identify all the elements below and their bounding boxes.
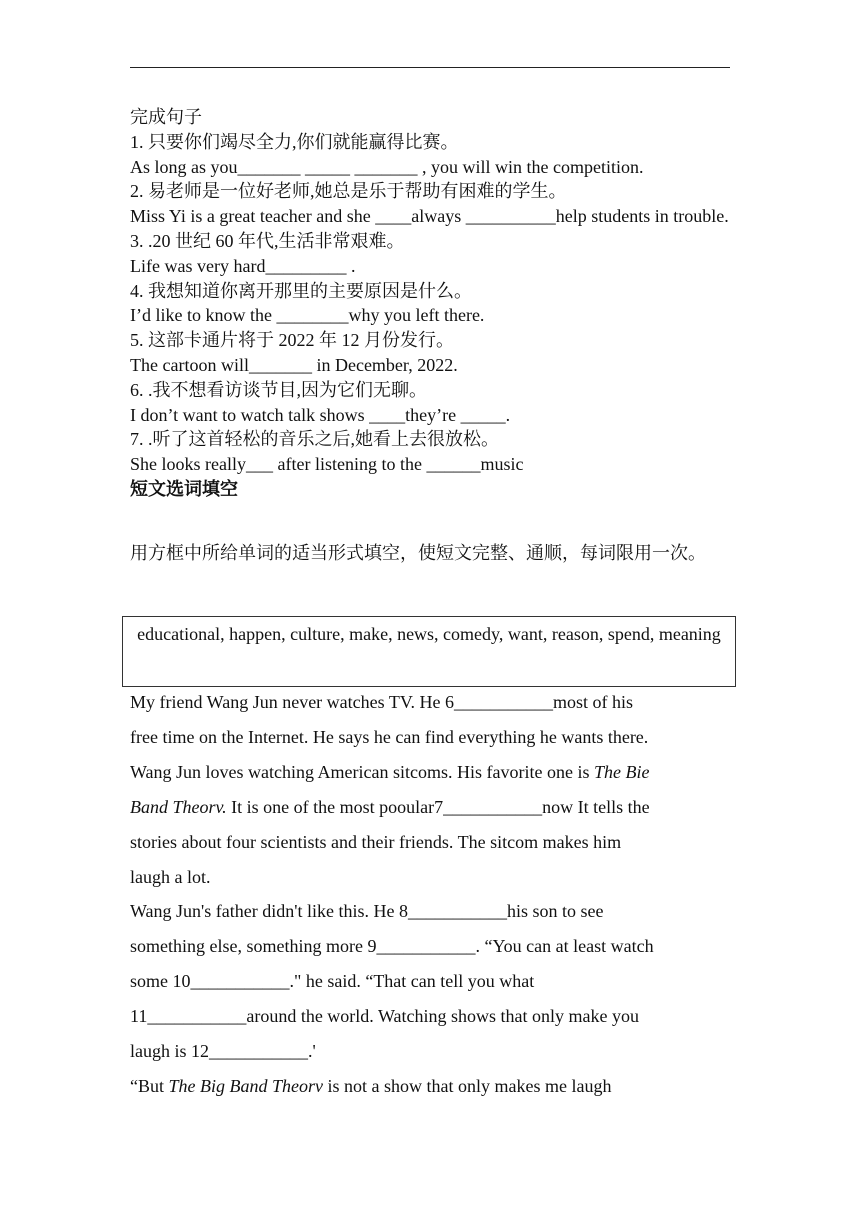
section-title: 完成句子 — [130, 107, 202, 127]
item-2-chinese: 2. 易老师是一位好老师,她总是乐于帮助有困难的学生。 — [130, 181, 567, 202]
passage-text: is not a show that only makes me laugh — [323, 1075, 612, 1096]
show-title: The Big Band Theorv — [168, 1075, 323, 1096]
passage-text: “But — [130, 1075, 169, 1096]
passage-line: something else, something more 9___________. “You can at least watch — [130, 936, 654, 957]
item-4-chinese: 4. 我想知道你离开那里的主要原因是什么。 — [130, 280, 472, 301]
passage-line — [130, 790, 740, 825]
item-3-chinese: 3. .20 世纪 60 年代,生活非常艰难。 — [130, 230, 405, 251]
passage-line: 11___________around the world. Watching shows that only make you — [130, 1006, 639, 1027]
instruction-text: 用方框中所给单词的适当形式填空，使短文完整、通顺，每词限用一次。 — [130, 543, 706, 563]
show-title: Band Theorv. — [130, 796, 227, 817]
passage-line — [130, 755, 740, 790]
item-4-english: I’d like to know the ________why you left there. — [130, 305, 485, 326]
passage-line: laugh is 12___________.' — [130, 1041, 316, 1062]
passage-text: Wang Jun loves watching American sitcoms. His favorite one is — [130, 761, 594, 782]
section-2-title: 短文选词填空 — [130, 478, 238, 499]
passage — [130, 685, 740, 1104]
item-7-english: She looks really___ after listening to the ______music — [130, 454, 524, 475]
passage-line: Wang Jun's father didn't like this. He 8___________his son to see — [130, 901, 604, 922]
word-box: educational, happen, culture, make, news, comedy, want, reason, spend, meaning — [122, 616, 736, 687]
item-5-chinese: 5. 这部卡通片将于 2022 年 12 月份发行。 — [130, 330, 454, 351]
item-7-chinese: 7. .听了这首轻松的音乐之后,她看上去很放松。 — [130, 429, 499, 450]
sentence-completion-section — [130, 105, 735, 502]
passage-line: some 10___________." he said. “That can tell you what — [130, 971, 535, 992]
item-1-english: As long as you_______ _____ _______ , you will win the competition. — [130, 156, 644, 177]
item-1-chinese: 1. 只要你们竭尽全力,你们就能赢得比赛。 — [130, 131, 459, 152]
passage-line: stories about four scientists and their friends. The sitcom makes him — [130, 831, 622, 852]
passage-line: free time on the Internet. He says he can find everything he wants there. — [130, 726, 649, 747]
item-6-chinese: 6. .我不想看访谈节目,因为它们无聊。 — [130, 379, 427, 400]
item-6-english: I don’t want to watch talk shows ____they’re _____. — [130, 404, 511, 425]
passage-text: It is one of the most pooular7___________now It tells the — [226, 796, 650, 817]
item-3-english: Life was very hard_________ . — [130, 255, 356, 276]
item-2-english: Miss Yi is a great teacher and she ____always __________help students in trouble. — [130, 206, 729, 227]
passage-line — [130, 1069, 740, 1104]
passage-line: My friend Wang Jun never watches TV. He 6___________most of his — [130, 692, 633, 712]
header-rule — [130, 67, 730, 68]
show-title: The Bie — [593, 761, 650, 782]
passage-line: laugh a lot. — [130, 866, 211, 887]
item-5-english: The cartoon will_______ in December, 2022. — [130, 354, 458, 375]
